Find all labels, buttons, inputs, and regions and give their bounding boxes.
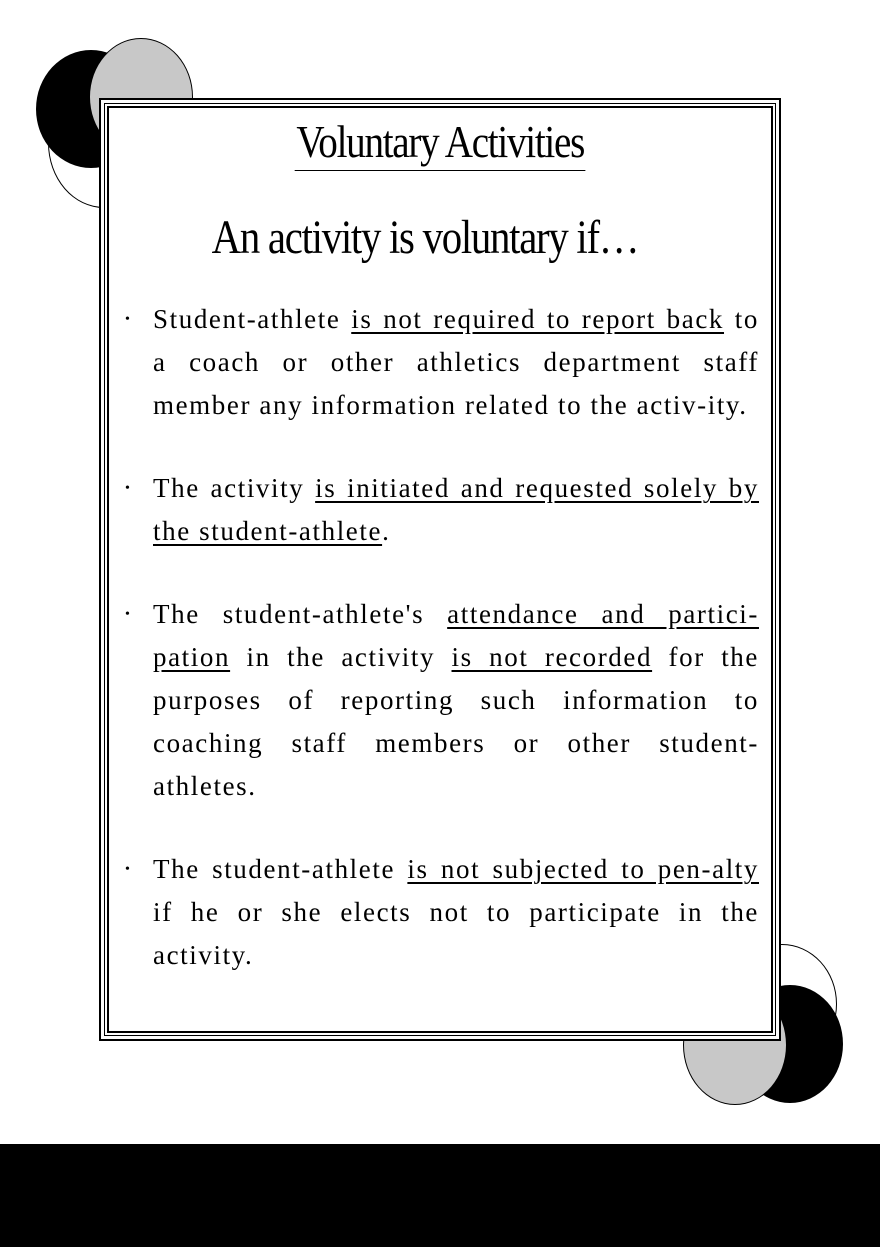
text-segment: for the purposes of reporting such information to coaching staff members or other student-athletes. bbox=[153, 642, 759, 801]
frame-inner-border bbox=[104, 103, 776, 1036]
underlined-segment: is not required to report back bbox=[351, 304, 725, 334]
list-item bbox=[119, 298, 759, 427]
text-segment: . bbox=[382, 516, 391, 546]
page-title: Voluntary Activities bbox=[294, 116, 585, 171]
list-item-text bbox=[153, 848, 759, 977]
text-segment: The student-athlete bbox=[153, 854, 408, 884]
list-item bbox=[119, 593, 759, 808]
bullet-icon: • bbox=[125, 312, 130, 327]
content-panel bbox=[107, 106, 773, 1033]
text-segment: The student-athlete's bbox=[153, 599, 448, 629]
bullet-icon: • bbox=[125, 481, 130, 496]
text-segment: if he or she elects not to participate in the activity. bbox=[153, 897, 759, 970]
bottom-black-band bbox=[0, 1144, 880, 1247]
list-item-text bbox=[153, 298, 759, 427]
underlined-segment: is not subjected to pen-alty bbox=[407, 854, 759, 884]
text-segment: Student-athlete bbox=[153, 304, 352, 334]
underlined-segment: is initiated and requested solely by the student-athlete bbox=[153, 473, 759, 546]
bullet-icon: • bbox=[125, 862, 130, 877]
list-item-text bbox=[153, 467, 759, 553]
underlined-segment: attendance and partici-pation bbox=[153, 599, 759, 672]
page-subtitle: An activity is voluntary if… bbox=[211, 211, 639, 264]
document-frame bbox=[99, 98, 781, 1041]
text-segment: to a coach or other athletics department staff member any information related to the activ-ity. bbox=[153, 304, 759, 420]
bullet-icon: • bbox=[125, 607, 130, 622]
text-segment: The activity bbox=[153, 473, 316, 503]
list-item bbox=[119, 467, 759, 553]
text-segment: in the activity bbox=[230, 642, 452, 672]
page-title-wrap bbox=[109, 116, 771, 171]
list-item-text bbox=[153, 593, 759, 808]
list-item bbox=[119, 848, 759, 977]
criteria-list bbox=[119, 298, 759, 1017]
underlined-segment: is not recorded bbox=[451, 642, 653, 672]
